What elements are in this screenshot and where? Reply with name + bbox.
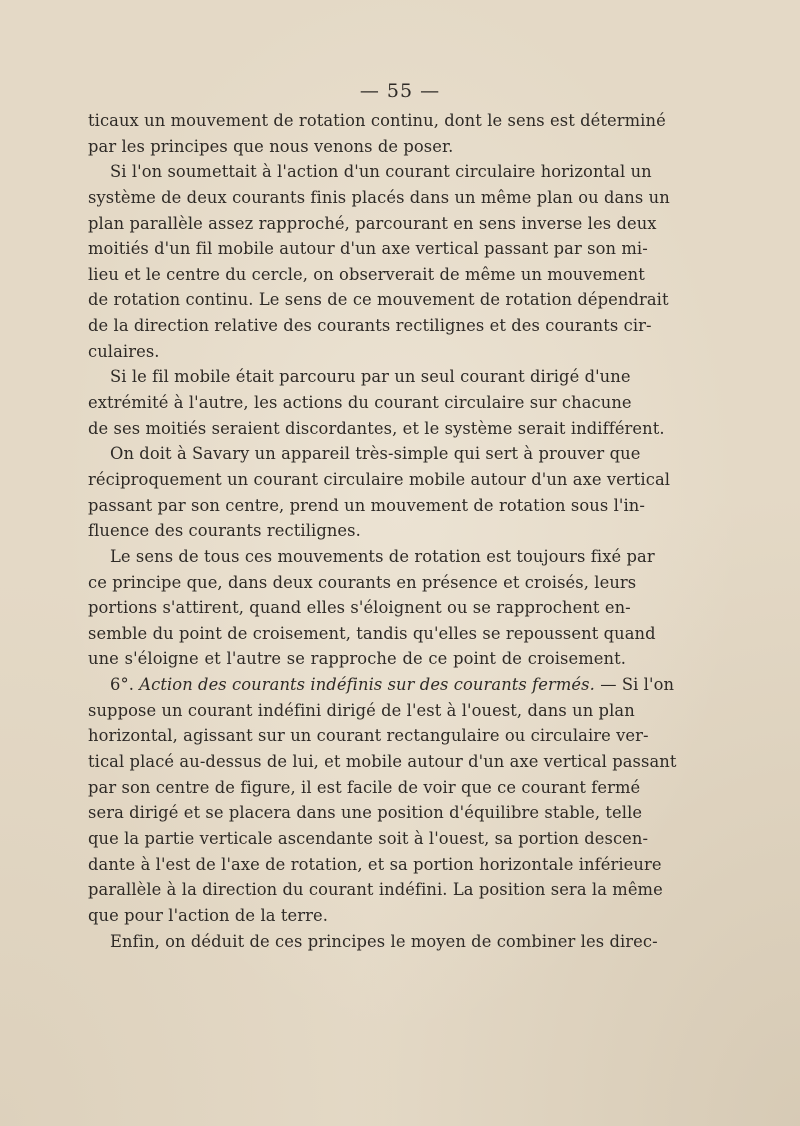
text-line: de ses moitiés seraient discordantes, et le système serait indifférent. [88,418,665,438]
text-line: Si le fil mobile était parcouru par un seul courant dirigé d'une [110,367,631,387]
text-line: passant par son centre, prend un mouvement de rotation sous l'in- [88,495,645,515]
text-line: fluence des courants rectilignes. [88,521,361,541]
text-line: Si l'on soumettait à l'action d'un courant circulaire horizontal un [110,162,652,182]
text-line: tical placé au-dessus de lui, et mobile autour d'un axe vertical passant [88,752,677,772]
text-line: ce principe que, dans deux courants en présence et croisés, leurs [88,572,637,592]
text-line: On doit à Savary un appareil très-simple qui sert à prouver que [110,444,641,464]
text-line: de rotation continu. Le sens de ce mouvement de rotation dépendrait [88,290,669,310]
body-text [88,108,677,954]
section-heading-line [88,672,675,698]
text-line: dante à l'est de l'axe de rotation, et sa portion horizontale inférieure [88,854,662,874]
text-line: plan parallèle assez rapproché, parcourant en sens inverse les deux [88,213,657,233]
text-line: semble du point de croisement, tandis qu'elles se repoussent quand [88,623,656,643]
text-line: une s'éloigne et l'autre se rapproche de ce point de croisement. [88,649,626,669]
text-line: réciproquement un courant circulaire mobile autour d'un axe vertical [88,469,671,489]
text-line: Enfin, on déduit de ces principes le moyen de combiner les direc- [110,931,658,951]
text-line: par les principes que nous venons de poser. [88,136,454,156]
text-line: que la partie verticale ascendante soit à l'ouest, sa portion descen- [88,828,649,848]
text-line: Le sens de tous ces mouvements de rotation est toujours fixé par [110,546,655,566]
text-line: portions s'attirent, quand elles s'éloignent ou se rapprochent en- [88,598,631,618]
text-line: moitiés d'un fil mobile autour d'un axe vertical passant par son mi- [88,239,648,259]
text-line: suppose un courant indéfini dirigé de l'est à l'ouest, dans un plan [88,700,635,720]
text-line: parallèle à la direction du courant indéfini. La position sera la même [88,880,663,900]
text-line: horizontal, agissant sur un courant rectangulaire ou circulaire ver- [88,726,649,746]
page-number: — 55 — [359,80,441,102]
text-line: de la direction relative des courants rectilignes et des courants cir- [88,316,652,336]
text-line: extrémité à l'autre, les actions du courant circulaire sur chacune [88,393,632,413]
section-title: Action des courants indéfinis sur des courants fermés. [139,675,595,695]
text-line: lieu et le centre du cercle, on observerait de même un mouvement [88,264,645,284]
text-line: ticaux un mouvement de rotation continu, dont le sens est déterminé [88,111,666,130]
text-line: par son centre de figure, il est facile de voir que ce courant fermé [88,777,641,797]
text-line: culaires. [88,341,160,361]
section-number: 6°. [110,675,134,695]
text-line: système de deux courants finis placés dans un même plan ou dans un [88,187,670,207]
text-line: que pour l'action de la terre. [88,905,328,925]
text-line: sera dirigé et se placera dans une position d'équilibre stable, telle [88,803,643,823]
section-heading-rest: — Si l'on [600,675,675,695]
